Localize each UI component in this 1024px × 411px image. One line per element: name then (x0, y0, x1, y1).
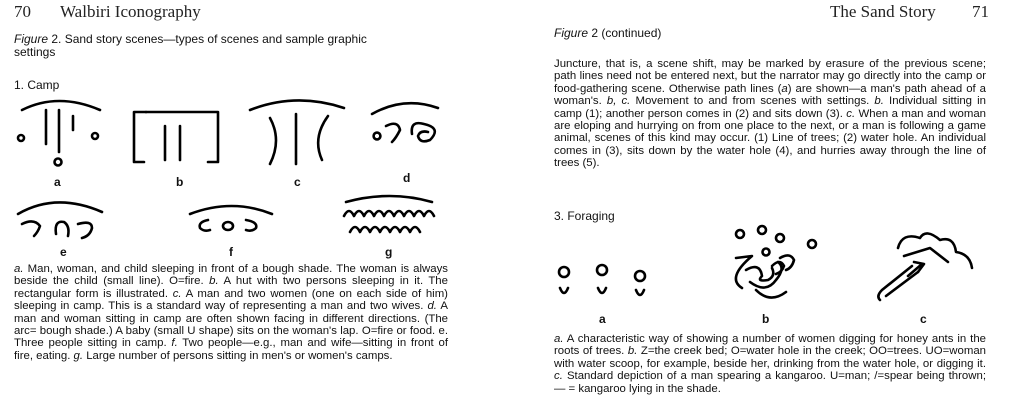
figure-caption (554, 27, 854, 40)
camp-figure-b (132, 102, 224, 172)
foraging-label-a: a (599, 312, 606, 326)
running-title: The Sand Story (830, 2, 936, 21)
section-heading-foraging: 3. Foraging (554, 209, 615, 223)
camp-description: a. Man, woman, and child sleeping in front of a bough shade. The woman is always beside the child (small line). O=fire. b. A hut with two persons sleeping in it. The rectangular form is illustrated. c. A man and two women (one on each side of him) sleeping in camp. This is a standard way of representing a man and two wives. d. A man and woman sitting in camp are often shown facing in different directions. (The arc= bough shade.) A baby (small U shape) sits on the woman's lap. O=fire or food. e. Three people sitting in camp. f. Two people—e.g., man and wife—sitting in front of fire, eating. g. Large number of persons sitting in men's or women's camps. (14, 263, 449, 362)
running-title: Walbiri Iconography (60, 2, 201, 21)
foraging-label-b: b (762, 312, 770, 326)
page-number: 71 (972, 2, 989, 21)
camp-figure-c (248, 96, 348, 174)
foraging-description: a. A characteristic way of showing a number of women digging for honey ants in the roots of trees. b. Z=the creek bed; O=water hole in the creek; OO=trees. UO=woman with water scoop, for example, beside her, drinking from the water hole, or digging it. c. Standard depiction of a man spearing a kangaroo. U=man; /=spear being thrown;— = kangaroo lying in the shade. (554, 333, 986, 395)
figure-label-e: e (60, 245, 67, 259)
camp-figure-f (186, 200, 278, 244)
camp-figure-e (16, 198, 112, 244)
caption-lead: Figure (554, 26, 589, 40)
caption-text: 2. Sand story scenes—types of scenes and sample graphic settings (14, 32, 367, 59)
foraging-label-c: c (920, 312, 927, 326)
caption-lead: Figure (14, 32, 49, 46)
section-heading-camp: 1. Camp (14, 78, 60, 92)
camp-figure-a (10, 96, 110, 176)
figure-label-c: c (294, 175, 301, 189)
figure-label-a: a (54, 175, 61, 189)
foraging-figure-a (554, 262, 654, 308)
right-page (512, 0, 1024, 411)
figure-caption (14, 33, 374, 59)
foraging-figure-b (716, 222, 828, 318)
figure-label-g: g (385, 245, 393, 259)
juncture-paragraph: Juncture, that is, a scene shift, may be marked by erasure of the previous scene; path lines need not be entered next, but the narrator may go directly into the camp or food-gathering scene. Otherwise path lines (a) are shown—a man's path ahead of a woman's. b, c. Movement to and from scenes with settings. b. Individual sitting in camp (1); another person comes in (2) and sits down (3). c. When a man and woman are eloping and hurrying on from one place to the next, or a man is following a game animal, scenes of this kind may occur. (1) Line of trees; (2) water hole. An individual comes in (3), sits down by the water hole (4), and hurries away through the line of trees (5). (554, 58, 986, 170)
caption-text: 2 (continued) (588, 26, 662, 40)
foraging-figure-c (868, 226, 984, 312)
figure-label-d: d (403, 171, 411, 185)
page-number: 70 (14, 2, 31, 21)
camp-figure-g (340, 192, 440, 246)
figure-label-f: f (229, 245, 233, 259)
camp-figure-d (368, 98, 452, 158)
figure-label-b: b (176, 175, 184, 189)
